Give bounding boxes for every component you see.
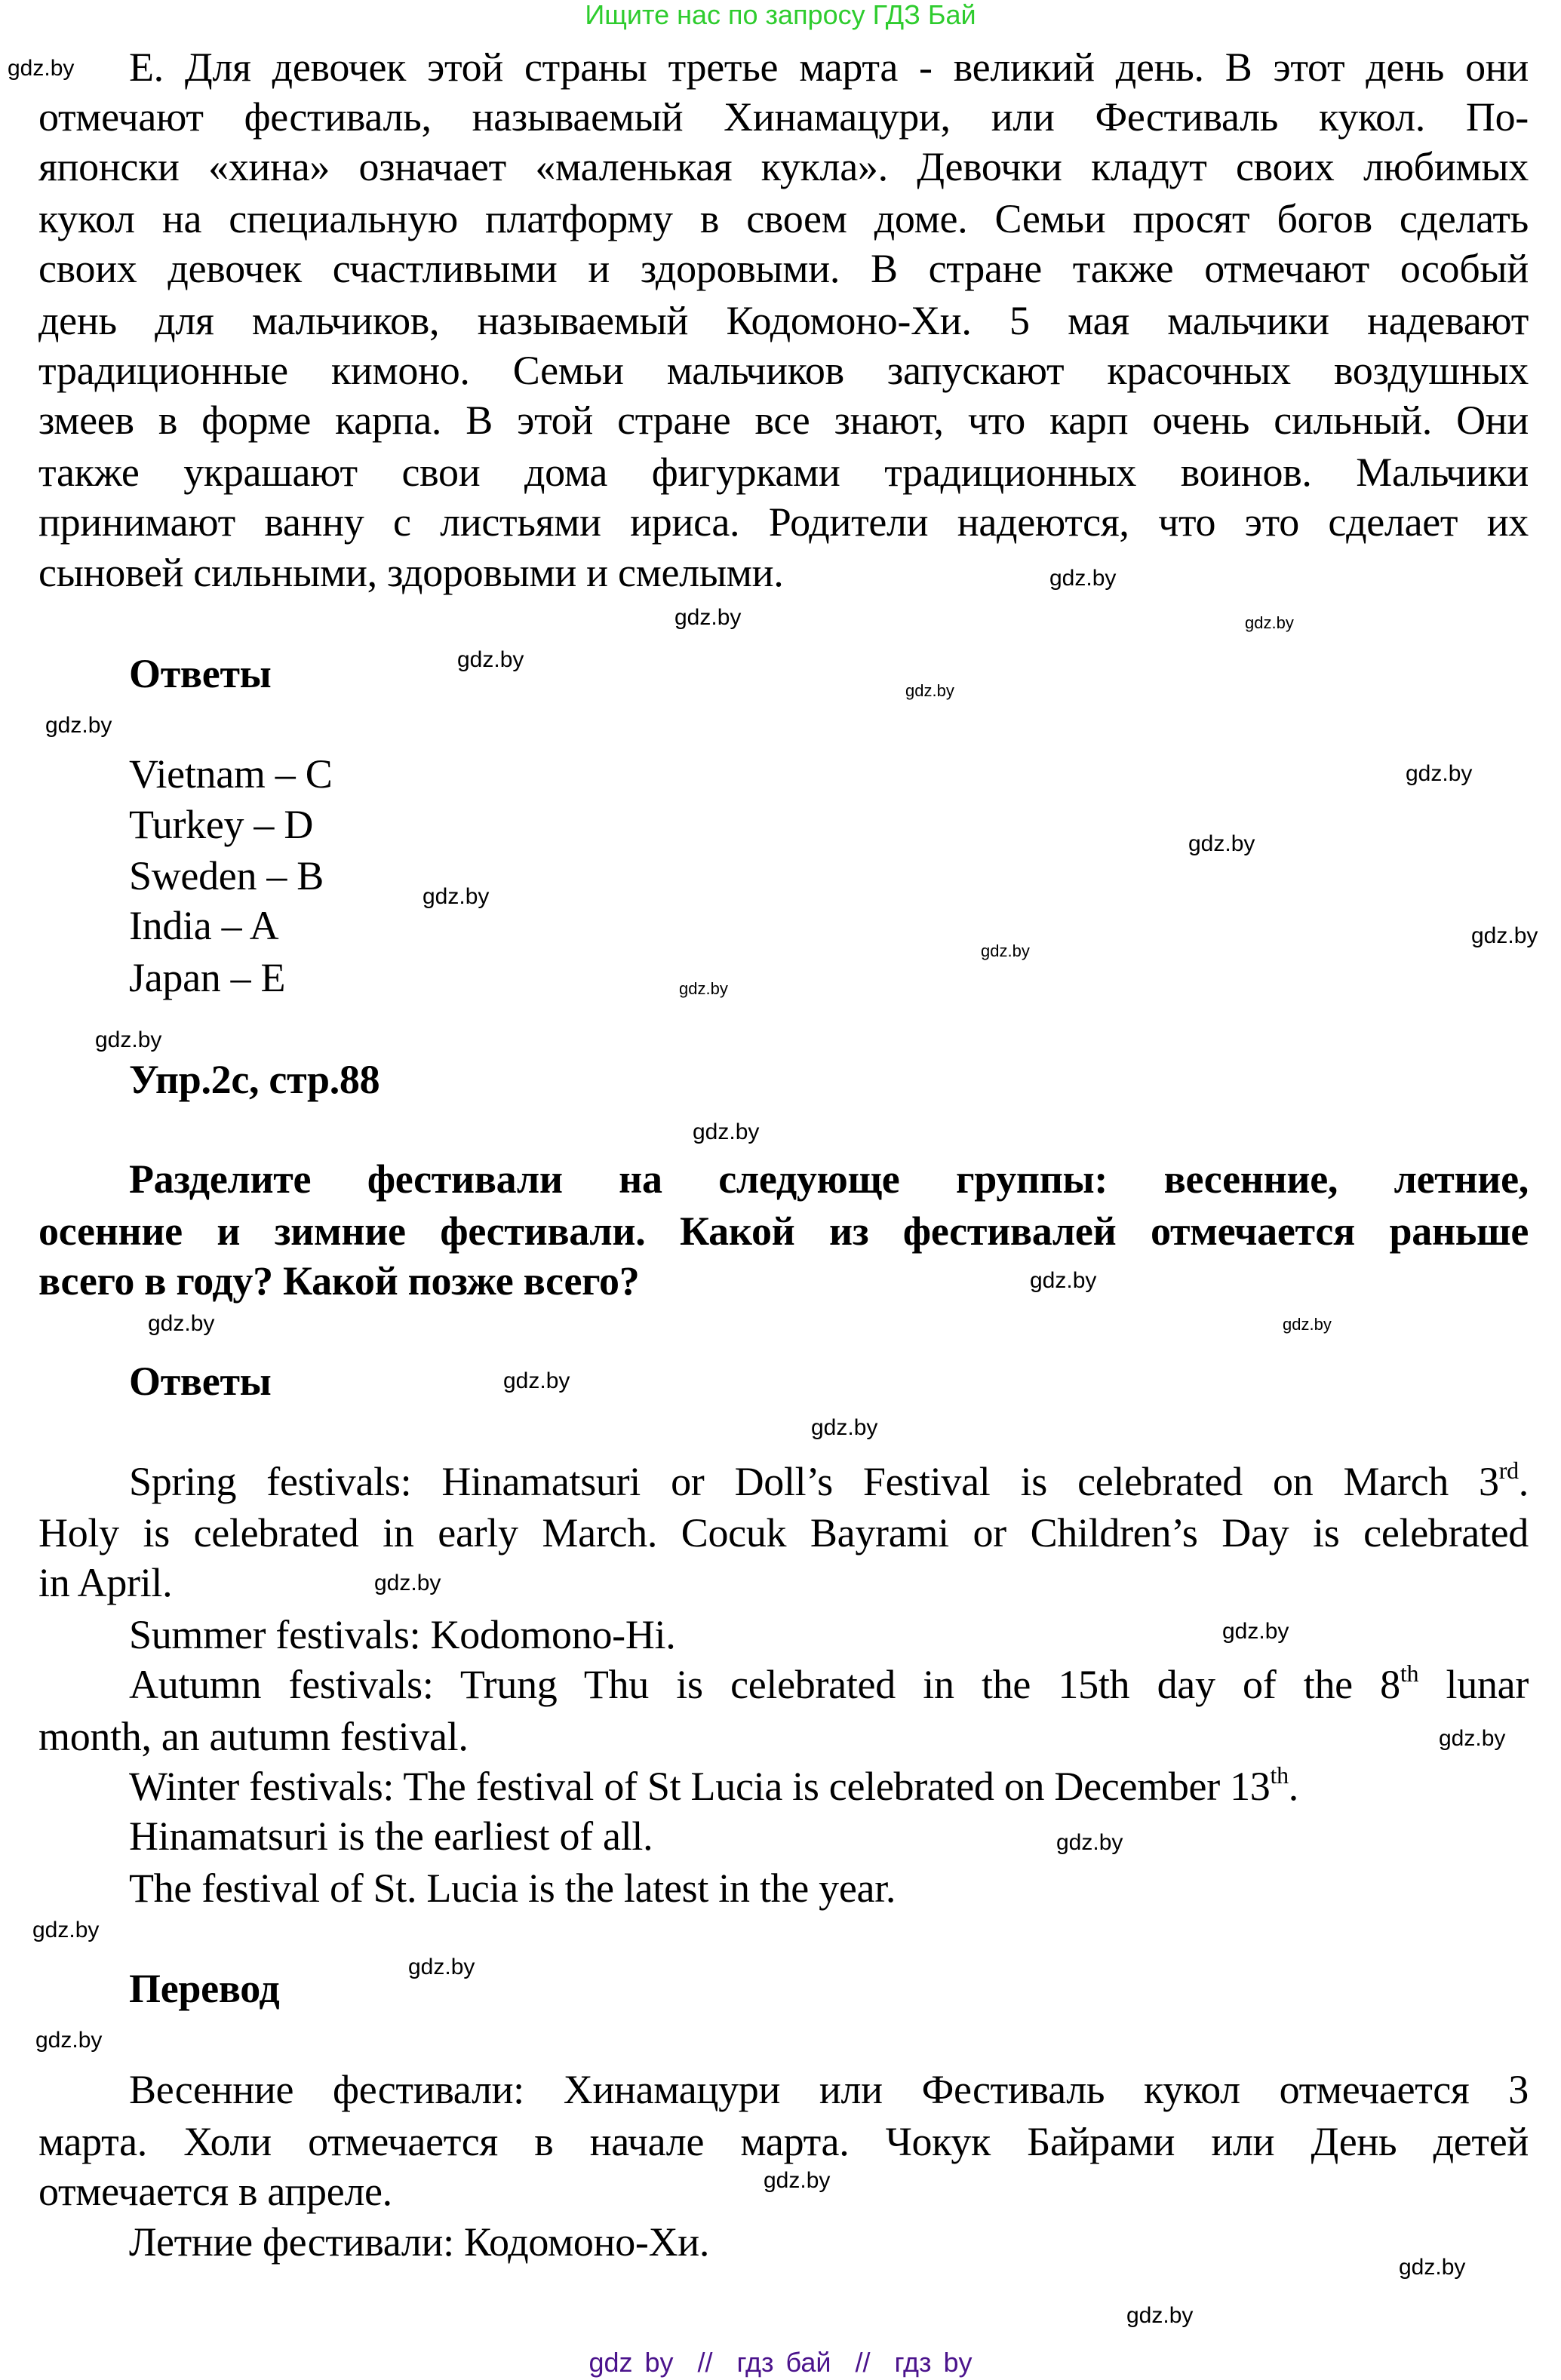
watermark: gdz.by [8, 56, 75, 81]
task-line: всего в году? Какой позже всего? [38, 1258, 640, 1304]
text: Winter festivals: The festival of St Lucia is celebrated on December 13 [129, 1764, 1271, 1809]
watermark: gdz.by [1126, 2303, 1194, 2328]
text: Autumn festivals: Trung Thu is celebrated in the 15th day of the 8 [129, 1662, 1400, 1707]
text: . [1288, 1764, 1298, 1809]
watermark: gdz.by [679, 979, 728, 998]
watermark: gdz.by [35, 2028, 103, 2053]
text-line [129, 1762, 1298, 1810]
watermark: gdz.by [1222, 1619, 1289, 1644]
superscript: th [1400, 1660, 1419, 1687]
text-line: японски «хина» означает «маленькая кукла». Девочки кладут своих любимых [38, 144, 1529, 189]
text-line: день для мальчиков, называемый Кодомоно-Хи. 5 мая мальчики надевают [38, 298, 1529, 343]
text-line: Summer festivals: Kodomono-Hi. [129, 1612, 676, 1657]
watermark: gdz.by [1245, 613, 1294, 632]
text-line: марта. Холи отмечается в начале марта. Чокук Байрами или День детей [38, 2119, 1529, 2164]
watermark: gdz.by [457, 647, 524, 672]
text-line [129, 1457, 1529, 1506]
watermark: gdz.by [1188, 831, 1255, 856]
watermark: gdz.by [408, 1955, 475, 1979]
watermark: gdz.by [1283, 1315, 1332, 1334]
watermark: gdz.by [764, 2168, 831, 2193]
answer-item: Turkey – D [129, 802, 314, 847]
watermark: gdz.by [674, 605, 742, 630]
watermark: gdz.by [905, 681, 954, 700]
answers-heading: Ответы [129, 651, 272, 696]
text-line: отмечается в апреле. [38, 2169, 392, 2214]
text-line: также украшают свои дома фигурками традиционных воинов. Мальчики [38, 450, 1529, 495]
text-line [129, 1660, 1529, 1709]
watermark: gdz.by [1399, 2255, 1466, 2280]
answer-item: Sweden – B [129, 853, 324, 898]
answers-heading: Ответы [129, 1359, 272, 1404]
watermark: gdz.by [1471, 923, 1538, 948]
text-line: принимают ванну с листьями ириса. Родители надеются, что это сделает их [38, 499, 1529, 545]
text-line: Holy is celebrated in early March. Cocuk Bayrami or Children’s Day is celebrated [38, 1510, 1529, 1555]
task-line: Разделите фестивали на следующе группы: весенние, летние, [129, 1156, 1529, 1202]
watermark: gdz.by [1030, 1268, 1097, 1293]
watermark: gdz.by [423, 884, 490, 909]
watermark: gdz.by [1406, 761, 1473, 786]
watermark: gdz.by [148, 1311, 215, 1336]
text-line: отмечают фестиваль, называемый Хинамацури, или Фестиваль кукол. По- [38, 94, 1529, 140]
watermark: gdz.by [811, 1415, 878, 1440]
text: . [1518, 1459, 1529, 1504]
text-line: Весенние фестивали: Хинамацури или Фестиваль кукол отмечается 3 [129, 2067, 1529, 2112]
text-line: Летние фестивали: Кодомоно-Хи. [129, 2219, 710, 2265]
footer-links[interactable]: gdz by // гдз бай // гдз by [588, 2347, 973, 2378]
watermark: gdz.by [95, 1027, 162, 1052]
translation-heading: Перевод [129, 1966, 280, 2011]
superscript: th [1270, 1761, 1289, 1789]
watermark: gdz.by [1056, 1830, 1123, 1855]
task-line: осенние и зимние фестивали. Какой из фестивалей отмечается раньше [38, 1208, 1529, 1254]
text-line: змеев в форме карпа. В этой стране все знают, что карп очень сильный. Они [38, 398, 1529, 443]
watermark: gdz.by [1049, 566, 1117, 591]
superscript: rd [1498, 1457, 1519, 1484]
watermark: gdz.by [503, 1368, 570, 1393]
text-line: The festival of St. Lucia is the latest in the year. [129, 1866, 896, 1911]
text-line: своих девочек счастливыми и здоровыми. В стране также отмечают особый [38, 246, 1529, 291]
watermark: gdz.by [693, 1119, 760, 1144]
text: Spring festivals: Hinamatsuri or Doll’s Festival is celebrated on March 3 [129, 1459, 1499, 1504]
answer-item: India – A [129, 903, 279, 948]
watermark: gdz.by [32, 1918, 100, 1942]
text-line: Hinamatsuri is the earliest of all. [129, 1813, 653, 1859]
text-line: кукол на специальную платформу в своем доме. Семьи просят богов сделать [38, 196, 1529, 241]
search-banner[interactable]: Ищите нас по запросу ГДЗ Бай [585, 0, 976, 30]
answer-item: Vietnam – C [129, 751, 333, 797]
text-line: Е. Для девочек этой страны третье марта - великий день. В этот день они [129, 45, 1529, 90]
text-line: in April. [38, 1560, 173, 1605]
exercise-heading: Упр.2с, стр.88 [129, 1057, 380, 1102]
watermark: gdz.by [981, 941, 1030, 960]
answer-item: Japan – E [129, 955, 286, 1000]
watermark: gdz.by [45, 713, 112, 738]
text-line: традиционные кимоно. Семьи мальчиков запускают красочных воздушных [38, 348, 1529, 393]
text-line: сыновей сильными, здоровыми и смелыми. [38, 550, 784, 595]
text-line: month, an autumn festival. [38, 1714, 469, 1759]
text: lunar [1418, 1662, 1529, 1707]
watermark: gdz.by [374, 1571, 441, 1595]
watermark: gdz.by [1439, 1726, 1506, 1751]
